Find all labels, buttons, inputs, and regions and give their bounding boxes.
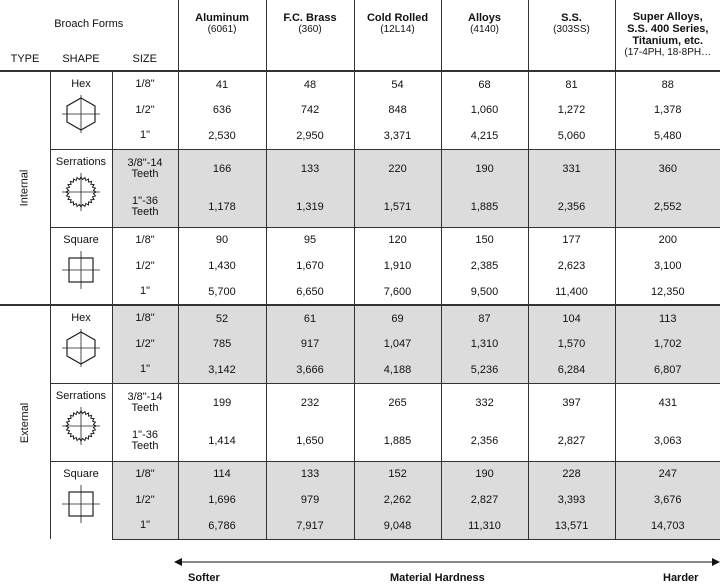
value-cell: 5,480 — [615, 123, 720, 149]
size-cell: 3/8"-14 Teeth — [112, 149, 178, 188]
shape-cell-serrations — [50, 383, 112, 461]
value-cell: 3,666 — [266, 357, 354, 383]
value-cell: 2,950 — [266, 123, 354, 149]
column-sub: (303SS) — [553, 23, 590, 35]
size-cell: 1" — [112, 513, 178, 539]
value-cell: 190 — [441, 461, 528, 487]
shape-label: Square — [63, 233, 99, 246]
value-cell: 133 — [266, 461, 354, 487]
column-sub: (12L14) — [380, 23, 415, 35]
value-cell: 1,571 — [354, 188, 441, 227]
subheader-size: SIZE — [132, 52, 157, 65]
hardness-arrow — [0, 555, 720, 585]
value-cell: 1,378 — [615, 97, 720, 123]
hex-icon — [61, 94, 101, 134]
value-cell: 52 — [178, 305, 266, 331]
value-cell: 200 — [615, 227, 720, 253]
size-cell: 1"-36 Teeth — [112, 188, 178, 227]
size-cell: 1" — [139, 285, 151, 297]
value-cell: 360 — [615, 149, 720, 188]
value-cell: 114 — [178, 461, 266, 487]
size-cell: 3/8"-14 Teeth — [112, 383, 178, 422]
value-cell: 150 — [441, 227, 528, 253]
type-label-external — [0, 305, 50, 539]
value-cell: 3,371 — [354, 123, 441, 149]
value-cell: 1,696 — [178, 487, 266, 513]
value-cell: 6,650 — [266, 279, 354, 305]
value-cell: 11,400 — [528, 279, 615, 305]
value-cell: 6,284 — [528, 357, 615, 383]
value-cell: 87 — [441, 305, 528, 331]
column-sub: (4140) — [470, 23, 499, 35]
value-cell: 7,600 — [354, 279, 441, 305]
value-cell: 848 — [354, 97, 441, 123]
column-header-super-alloys — [615, 0, 720, 71]
value-cell: 11,310 — [441, 513, 528, 539]
value-cell: 331 — [528, 149, 615, 188]
value-cell: 247 — [615, 461, 720, 487]
value-cell: 9,048 — [354, 513, 441, 539]
table-row — [0, 461, 720, 487]
value-cell: 13,571 — [528, 513, 615, 539]
value-cell: 2,827 — [528, 422, 615, 461]
value-cell: 3,676 — [615, 487, 720, 513]
column-header-ss — [528, 0, 615, 47]
value-cell: 917 — [266, 331, 354, 357]
value-cell: 1,178 — [178, 188, 266, 227]
value-cell: 785 — [178, 331, 266, 357]
table-row — [0, 71, 720, 97]
size-cell: 1" — [139, 129, 151, 142]
value-cell: 41 — [178, 71, 266, 97]
column-sub: (17-4PH, 18-8PH… — [624, 47, 712, 58]
value-cell: 1,570 — [528, 331, 615, 357]
table-row — [0, 227, 720, 253]
value-cell: 199 — [178, 383, 266, 422]
value-cell: 54 — [354, 71, 441, 97]
shape-cell-hex — [50, 305, 112, 383]
value-cell: 1,272 — [528, 97, 615, 123]
value-cell: 1,047 — [354, 331, 441, 357]
value-cell: 2,530 — [178, 123, 266, 149]
value-cell: 5,700 — [178, 279, 266, 305]
value-cell: 265 — [354, 383, 441, 422]
value-cell: 90 — [178, 227, 266, 253]
size-cell: 1/2" — [135, 103, 155, 116]
type-label-internal — [0, 71, 50, 305]
value-cell: 95 — [266, 227, 354, 253]
size-cell: 1/8" — [112, 71, 178, 97]
value-cell: 3,100 — [615, 253, 720, 279]
value-cell: 228 — [528, 461, 615, 487]
value-cell: 4,188 — [354, 357, 441, 383]
square-icon — [61, 250, 101, 290]
axis-label-softer: Softer — [188, 572, 220, 584]
value-cell: 3,393 — [528, 487, 615, 513]
value-cell: 2,356 — [441, 422, 528, 461]
serration-icon — [61, 172, 101, 212]
column-name: Cold Rolled — [366, 11, 429, 24]
column-sub: (6061) — [207, 23, 237, 35]
value-cell: 1,910 — [354, 253, 441, 279]
table-row — [0, 149, 720, 188]
column-name: S.S. — [561, 11, 582, 24]
value-cell: 1,702 — [615, 331, 720, 357]
value-cell: 5,236 — [441, 357, 528, 383]
value-cell: 2,356 — [528, 188, 615, 227]
value-cell: 166 — [178, 149, 266, 188]
value-cell: 2,623 — [528, 253, 615, 279]
subheader-shape: SHAPE — [62, 52, 100, 65]
size-cell: 1/2" — [112, 487, 178, 513]
table-title: Broach Forms — [54, 17, 124, 30]
value-cell: 431 — [615, 383, 720, 422]
shape-cell-square — [50, 461, 112, 539]
axis-label-harder: Harder — [663, 572, 699, 584]
value-cell: 120 — [354, 227, 441, 253]
value-cell: 12,350 — [615, 279, 720, 305]
column-name: Aluminum — [195, 11, 249, 24]
column-name: Alloys — [468, 11, 502, 24]
value-cell: 9,500 — [441, 279, 528, 305]
column-header-cold-rolled — [354, 0, 441, 47]
value-cell: 232 — [266, 383, 354, 422]
value-cell: 190 — [441, 149, 528, 188]
shape-label: Hex — [71, 312, 91, 324]
value-cell: 1,414 — [178, 422, 266, 461]
column-header-fc-brass — [266, 0, 354, 47]
value-cell: 1,885 — [441, 188, 528, 227]
axis-label-material-hardness: Material Hardness — [390, 572, 485, 584]
column-name: F.C. Brass — [283, 11, 337, 24]
size-cell: 1" — [112, 357, 178, 383]
column-sub: (360) — [298, 23, 322, 35]
subheader-type: TYPE — [10, 52, 40, 65]
value-cell: 61 — [266, 305, 354, 331]
shape-label: Serrations — [55, 389, 107, 402]
value-cell: 5,060 — [528, 123, 615, 149]
shape-label: Hex — [71, 78, 91, 90]
value-cell: 152 — [354, 461, 441, 487]
value-cell: 1,430 — [178, 253, 266, 279]
value-cell: 6,786 — [178, 513, 266, 539]
value-cell: 104 — [528, 305, 615, 331]
serration-icon — [61, 406, 101, 446]
value-cell: 6,807 — [615, 357, 720, 383]
value-cell: 2,262 — [354, 487, 441, 513]
column-name: Super Alloys, S.S. 400 Series, Titanium, etc. — [627, 11, 709, 47]
square-icon — [61, 484, 101, 524]
value-cell: 3,063 — [615, 422, 720, 461]
size-cell: 1/8" — [112, 305, 178, 331]
value-cell: 69 — [354, 305, 441, 331]
value-cell: 397 — [528, 383, 615, 422]
value-cell: 2,552 — [615, 188, 720, 227]
value-cell: 979 — [266, 487, 354, 513]
value-cell: 7,917 — [266, 513, 354, 539]
size-cell: 1/8" — [112, 227, 178, 253]
value-cell: 1,060 — [441, 97, 528, 123]
value-cell: 1,885 — [354, 422, 441, 461]
value-cell: 48 — [266, 71, 354, 97]
value-cell: 636 — [178, 97, 266, 123]
size-cell: 1/2" — [135, 259, 155, 272]
shape-cell-serrations — [50, 149, 112, 227]
value-cell: 742 — [266, 97, 354, 123]
value-cell: 1,310 — [441, 331, 528, 357]
table-row — [0, 305, 720, 331]
value-cell: 2,827 — [441, 487, 528, 513]
column-header-aluminum — [178, 0, 266, 47]
column-header-alloys — [441, 0, 528, 47]
type-text: Internal — [18, 169, 31, 207]
value-cell: 133 — [266, 149, 354, 188]
shape-cell-square — [50, 227, 112, 305]
size-cell: 1/8" — [112, 461, 178, 487]
value-cell: 1,670 — [266, 253, 354, 279]
value-cell: 113 — [615, 305, 720, 331]
value-cell: 3,142 — [178, 357, 266, 383]
value-cell: 332 — [441, 383, 528, 422]
table-row — [0, 383, 720, 422]
type-text: External — [18, 402, 31, 443]
value-cell: 14,703 — [615, 513, 720, 539]
value-cell: 81 — [528, 71, 615, 97]
size-cell: 1"-36 Teeth — [131, 429, 159, 453]
shape-cell-hex — [50, 71, 112, 149]
value-cell: 1,650 — [266, 422, 354, 461]
value-cell: 1,319 — [266, 188, 354, 227]
value-cell: 68 — [441, 71, 528, 97]
size-cell: 1/2" — [112, 331, 178, 357]
hex-icon — [61, 328, 101, 368]
value-cell: 177 — [528, 227, 615, 253]
shape-label: Serrations — [55, 155, 107, 168]
shape-label: Square — [63, 467, 99, 480]
value-cell: 4,215 — [441, 123, 528, 149]
value-cell: 220 — [354, 149, 441, 188]
value-cell: 2,385 — [441, 253, 528, 279]
value-cell: 88 — [615, 71, 720, 97]
